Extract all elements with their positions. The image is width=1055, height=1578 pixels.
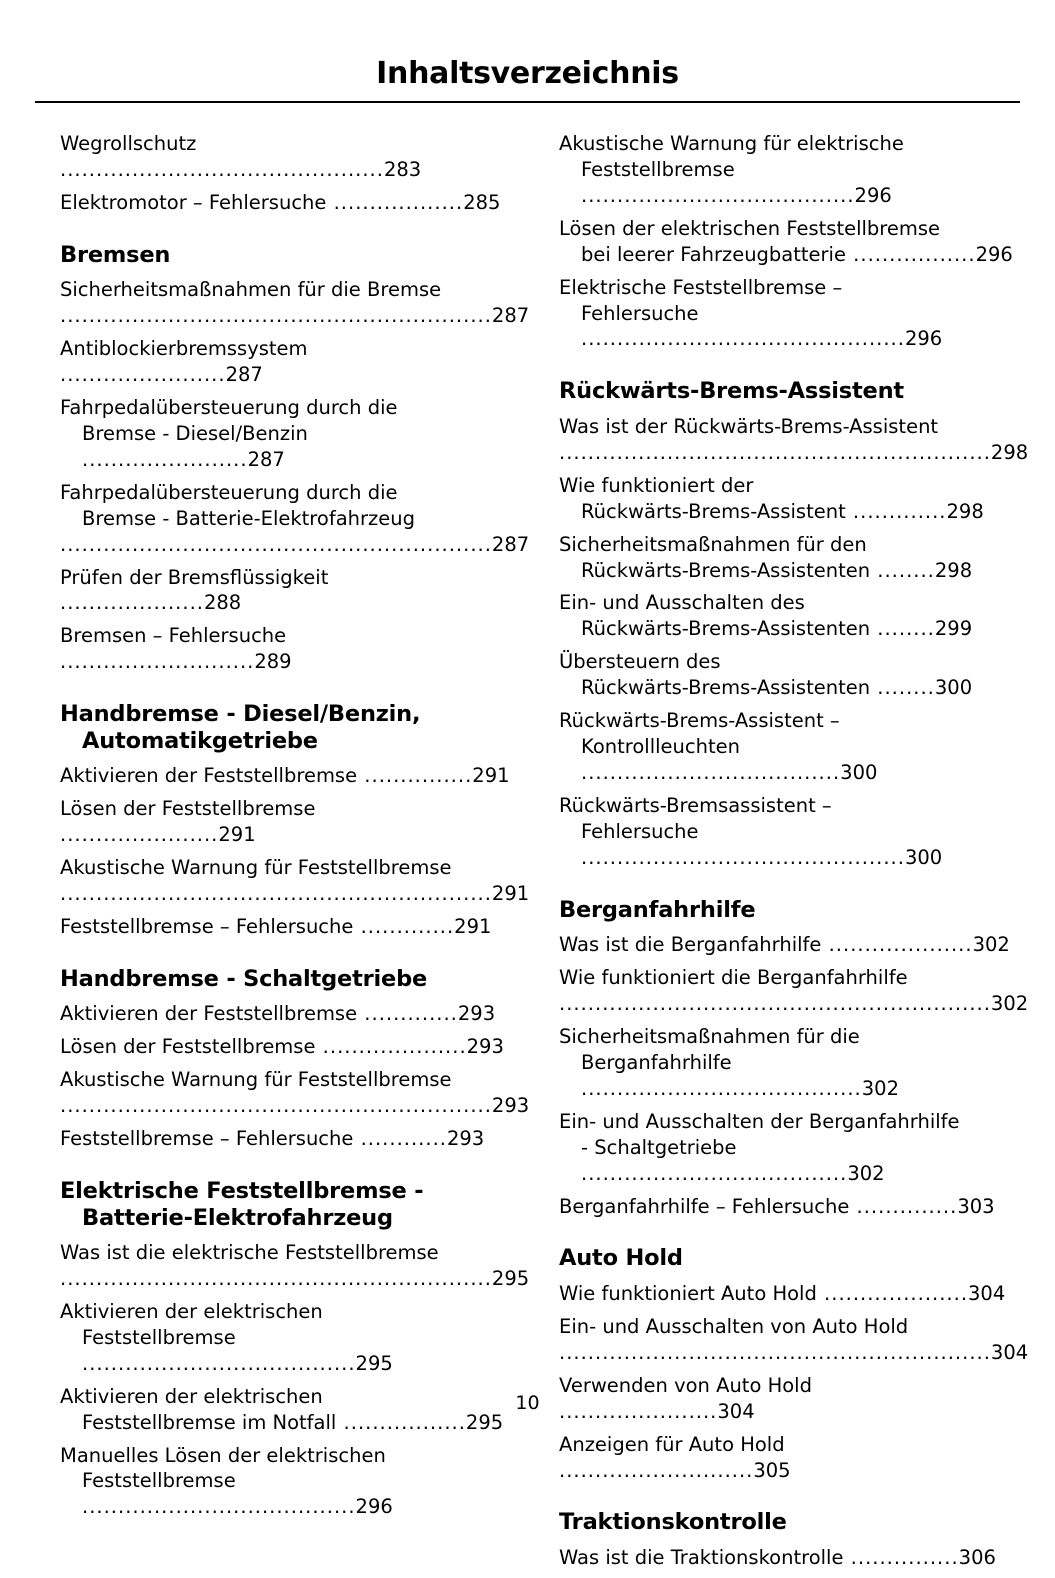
toc-entry[interactable]	[60, 190, 515, 216]
toc-leader-dots: ............................................................	[60, 304, 492, 328]
toc-entry[interactable]	[559, 965, 1029, 1017]
toc-entry-title: Manuelles Lösen der elektrischen	[60, 1443, 386, 1467]
toc-entry-page: 302	[990, 992, 1029, 1016]
toc-section-heading-line: Auto Hold	[559, 1245, 683, 1272]
toc-leader-dots: .................	[336, 1410, 466, 1434]
toc-entry-title: Wie funktioniert Auto Hold	[559, 1281, 817, 1305]
toc-entry-title: Rückwärts-Bremsassistent –	[559, 793, 832, 817]
toc-entry-page: 304	[968, 1281, 1006, 1305]
toc-leader-dots: ........	[870, 676, 935, 700]
toc-entry[interactable]	[60, 277, 530, 329]
toc-entry-title: Lösen der Feststellbremse	[60, 797, 316, 821]
toc-entry-page: 304	[990, 1340, 1029, 1364]
toc-entry[interactable]	[60, 1034, 515, 1060]
page-title: Inhaltsverzeichnis	[376, 56, 679, 91]
toc-section-heading	[559, 1245, 1014, 1272]
toc-entry-title: Sicherheitsmaßnahmen für die Bremse	[60, 278, 442, 302]
toc-entry-title: Akustische Warnung für Feststellbremse	[60, 1068, 452, 1092]
toc-entry-page: 291	[454, 914, 492, 938]
toc-entry-page: 289	[254, 650, 292, 674]
toc-entry-title: Lösen der Feststellbremse	[60, 1035, 316, 1059]
toc-entry-page: 293	[491, 1094, 530, 1118]
toc-entry-title: Wegrollschutz	[60, 132, 197, 155]
toc-entry-page: 293	[466, 1035, 504, 1059]
toc-entry[interactable]	[559, 216, 1014, 268]
toc-leader-dots: ......................................	[581, 183, 855, 207]
toc-entry-title: Wie funktioniert die Berganfahrhilfe	[559, 966, 908, 990]
toc-entry[interactable]	[559, 793, 1014, 871]
toc-entry-title-cont	[559, 1135, 1014, 1187]
toc-entry-title: Was ist die Traktionskontrolle	[559, 1545, 844, 1569]
toc-entry-title: Akustische Warnung für elektrische	[559, 132, 904, 155]
toc-entry-page: 300	[904, 845, 943, 869]
toc-entry-title: Bremsen – Fehlersuche	[60, 624, 287, 648]
toc-entry[interactable]	[559, 1314, 1029, 1366]
toc-entry-title: Elektromotor – Fehlersuche	[60, 190, 327, 214]
toc-leader-dots: ............	[353, 1127, 447, 1151]
toc-section-heading-line: Rückwärts-Brems-Assistent	[559, 378, 904, 405]
toc-entry-title-cont-text: Feststellbremse	[82, 1325, 236, 1349]
toc-entry-title-cont-text: Kontrollleuchten	[581, 735, 740, 759]
toc-entry-page: 287	[491, 532, 530, 556]
toc-entry-title: Rückwärts-Brems-Assistent –	[559, 709, 840, 733]
toc-entry-title-cont-text: Fehlersuche	[581, 819, 699, 843]
toc-leader-dots: ....................	[315, 1035, 467, 1059]
toc-entry-title-cont-text: Rückwärts-Brems-Assistent	[581, 499, 846, 523]
toc-leader-dots: ....................	[821, 933, 973, 957]
toc-section-heading-line: Batterie-Elektrofahrzeug	[82, 1204, 393, 1231]
toc-leader-dots: ...............	[357, 764, 473, 788]
toc-entry-title-cont	[559, 616, 1014, 642]
toc-leader-dots: .............................................	[581, 327, 905, 351]
toc-section-heading-line: Automatikgetriebe	[82, 727, 318, 754]
toc-entry-page: 298	[990, 440, 1029, 464]
toc-entry-title: Lösen der elektrischen Feststellbremse	[559, 216, 941, 240]
toc-entry-page: 303	[957, 1194, 995, 1218]
toc-leader-dots: ............................................................	[60, 882, 492, 905]
toc-section-heading	[60, 1178, 515, 1231]
toc-entry-page: 293	[457, 1002, 496, 1026]
toc-leader-dots: ......................................	[82, 1351, 356, 1375]
toc-section-heading	[559, 1509, 1014, 1536]
toc-entry[interactable]	[559, 1432, 1014, 1484]
toc-entry-title: Wie funktioniert der	[559, 473, 754, 497]
toc-entry-title-cont-text: bei leerer Fahrzeugbatterie	[581, 242, 846, 266]
toc-entry-title-cont-text: Feststellbremse	[82, 1469, 236, 1493]
toc-entry[interactable]	[559, 275, 1014, 353]
toc-leader-dots: ....................	[60, 591, 204, 615]
toc-leader-dots: ........	[870, 558, 935, 582]
toc-entry-title-cont-text: Feststellbremse	[581, 157, 735, 181]
toc-entry[interactable]	[60, 395, 515, 473]
toc-entry-page: 295	[355, 1351, 393, 1375]
toc-entry-page: 287	[491, 304, 530, 328]
toc-column-right	[559, 131, 1029, 1578]
toc-entry-page: 302	[972, 933, 1010, 957]
toc-entry[interactable]	[559, 1545, 1014, 1571]
toc-entry-page: 304	[717, 1399, 755, 1423]
toc-entry-title-cont: Bremse - Batterie-Elektrofahrzeug	[82, 506, 415, 530]
toc-entry-title: Feststellbremse – Fehlersuche	[60, 1127, 354, 1151]
toc-leader-dots: ....................................	[581, 760, 841, 784]
toc-entry[interactable]	[60, 1126, 515, 1152]
toc-entry-title: Fahrpedalübersteuerung durch die	[60, 480, 398, 504]
toc-entry-page: 288	[203, 591, 242, 615]
toc-leader-dots: .............	[357, 1002, 458, 1026]
toc-entry-title: Übersteuern des	[559, 650, 721, 674]
toc-entry-title: Feststellbremse – Fehlersuche	[60, 914, 354, 938]
toc-entry-title: Sicherheitsmaßnahmen für die	[559, 1024, 860, 1048]
toc-entry-title: Was ist die Berganfahrhilfe	[559, 933, 822, 957]
toc-leader-dots: ......................	[559, 1399, 718, 1423]
toc-entry-title-cont	[559, 1050, 1014, 1102]
toc-leader-dots: .............	[845, 499, 947, 523]
toc-entry-title: Aktivieren der Feststellbremse	[60, 1002, 358, 1026]
toc-section-heading-line: Handbremse - Schaltgetriebe	[60, 965, 428, 992]
toc-section-heading	[60, 966, 515, 993]
toc-entry[interactable]	[559, 1194, 1014, 1220]
toc-leader-dots: ..................	[326, 190, 464, 214]
toc-leader-dots: .......................................	[581, 1076, 862, 1100]
toc-entry[interactable]	[559, 1024, 1014, 1102]
toc-entry-title: Antiblockierbremssystem	[60, 337, 308, 361]
toc-entry-title: Sicherheitsmaßnahmen für den	[559, 532, 867, 556]
toc-entry-page: 287	[247, 447, 285, 471]
toc-entry-title: Elektrische Feststellbremse –	[559, 275, 843, 299]
toc-leader-dots: .............	[353, 914, 455, 938]
toc-entry-page: 293	[446, 1127, 485, 1151]
toc-entry-page: 295	[491, 1267, 530, 1291]
toc-entry-page: 296	[904, 327, 943, 351]
toc-entry-title: Ein- und Ausschalten des	[559, 591, 805, 615]
toc-section-heading-line: Handbremse - Diesel/Benzin,	[60, 701, 421, 728]
toc-entry-page: 298	[946, 499, 984, 523]
toc-section-heading-line: Elektrische Feststellbremse -	[60, 1178, 424, 1204]
toc-entry-page: 302	[861, 1076, 899, 1100]
page-number: 10	[515, 1392, 540, 1414]
toc-entry-page: 305	[753, 1458, 791, 1482]
toc-entry[interactable]	[60, 565, 515, 617]
toc-entry-title-cont	[559, 558, 1014, 584]
toc-leader-dots: ..............	[849, 1194, 958, 1218]
toc-entry-page: 300	[934, 676, 973, 700]
toc-entry-page: 300	[840, 760, 878, 784]
toc-entry-title: Ein- und Ausschalten der Berganfahrhilfe	[559, 1109, 960, 1133]
toc-entry-title: Aktivieren der elektrischen	[60, 1384, 323, 1408]
toc-entry-page: 306	[958, 1545, 996, 1569]
toc-entry[interactable]	[559, 131, 1014, 209]
toc-entry[interactable]	[60, 855, 530, 907]
toc-entry[interactable]	[60, 1299, 515, 1377]
toc-leader-dots: .......................	[82, 447, 248, 471]
toc-leader-dots: .............................................	[60, 157, 384, 181]
toc-entry[interactable]	[559, 414, 1029, 466]
toc-entry-page: 296	[975, 242, 1013, 266]
toc-section-heading	[60, 242, 515, 269]
toc-entry-title: Aktivieren der elektrischen	[60, 1299, 323, 1323]
toc-entry-title: Prüfen der Bremsflüssigkeit	[60, 565, 329, 589]
toc-entry[interactable]	[559, 473, 1014, 525]
toc-entry-page: 291	[218, 823, 256, 847]
toc-leader-dots: ......................................	[82, 1495, 356, 1519]
toc-entry[interactable]	[60, 131, 515, 183]
toc-entry-title-cont-text: Rückwärts-Brems-Assistenten	[581, 558, 871, 582]
toc-entry-title: Berganfahrhilfe – Fehlersuche	[559, 1194, 850, 1218]
toc-entry[interactable]	[559, 708, 1014, 786]
toc-leader-dots: ...........................	[60, 650, 255, 674]
toc-entry[interactable]	[559, 1281, 1014, 1307]
toc-entry-title: Fahrpedalübersteuerung durch die	[60, 396, 398, 419]
toc-entry-page: 298	[934, 558, 973, 582]
toc-entry-page: 283	[383, 157, 422, 181]
toc-entry[interactable]	[60, 1443, 515, 1521]
toc-entry[interactable]	[559, 1109, 1014, 1187]
toc-section-heading	[559, 378, 1014, 405]
toc-entry[interactable]	[559, 590, 1014, 642]
toc-leader-dots: .............................................	[581, 845, 905, 869]
toc-entry-title-cont-text: Berganfahrhilfe	[581, 1050, 732, 1074]
toc-entry[interactable]	[559, 932, 1014, 958]
toc-entry-title-cont-text: - Schaltgetriebe	[581, 1135, 737, 1159]
toc-entry-title-cont	[559, 301, 1014, 353]
toc-entry-page: 296	[854, 183, 892, 207]
toc-entry-page: 302	[847, 1161, 885, 1185]
toc-entry-title-cont	[559, 734, 1014, 786]
toc-entry-title: Aktivieren der Feststellbremse	[60, 764, 358, 788]
toc-entry-page: 285	[463, 190, 501, 214]
toc-section-heading-line: Berganfahrhilfe	[559, 896, 756, 923]
toc-section-heading	[559, 897, 1014, 924]
toc-leader-dots: .................	[845, 242, 976, 266]
title-divider	[35, 101, 1020, 103]
toc-leader-dots: ............................................................	[60, 1267, 492, 1291]
toc-entry-title: Was ist die elektrische Feststellbremse	[60, 1241, 439, 1265]
toc-entry-title: Ein- und Ausschalten von Auto Hold	[559, 1314, 909, 1338]
toc-entry-title-cont	[559, 675, 1014, 701]
toc-entry-title: Anzeigen für Auto Hold	[559, 1432, 785, 1456]
toc-entry[interactable]	[60, 623, 515, 675]
toc-entry-page: 296	[355, 1495, 393, 1519]
toc-entry-title-cont	[60, 1325, 515, 1377]
toc-leader-dots: ...........................	[559, 1458, 754, 1482]
toc-entry-page: 299	[934, 617, 973, 641]
toc-entry[interactable]	[559, 532, 1014, 584]
toc-section-heading-line: Bremsen	[60, 241, 171, 268]
toc-entry-page: 287	[225, 363, 263, 387]
toc-leader-dots: ............................................................	[559, 440, 991, 464]
toc-leader-dots: ............................................................	[60, 532, 492, 556]
toc-entry[interactable]	[60, 480, 530, 558]
toc-leader-dots: ....................	[816, 1281, 969, 1305]
toc-leader-dots: ......................	[60, 823, 219, 847]
toc-entry[interactable]	[60, 914, 515, 940]
toc-entry-title: Akustische Warnung für Feststellbremse	[60, 856, 452, 880]
toc-entry[interactable]	[60, 796, 515, 848]
toc-entry-page: 295	[465, 1410, 504, 1434]
toc-entry-title-cont	[559, 499, 1014, 525]
toc-leader-dots: ............................................................	[559, 1340, 991, 1364]
toc-entry-title-cont	[559, 157, 1014, 209]
toc-section-heading	[60, 701, 515, 754]
toc-leader-dots: ...............	[843, 1545, 959, 1569]
toc-section-heading-line: Traktionskontrolle	[559, 1509, 787, 1536]
toc-entry-title-cont	[559, 242, 1014, 268]
toc-columns	[60, 131, 1029, 1578]
toc-entry-title-cont-text: Rückwärts-Brems-Assistenten	[581, 617, 871, 641]
toc-leader-dots: .....................................	[581, 1161, 848, 1185]
toc-entry-title-cont	[60, 421, 515, 473]
toc-entry-title-cont	[559, 819, 1014, 871]
toc-entry[interactable]	[559, 649, 1014, 701]
toc-entry[interactable]	[60, 336, 515, 388]
toc-entry[interactable]	[60, 1240, 530, 1292]
toc-entry-page: 291	[491, 882, 530, 905]
toc-leader-dots: .......................	[60, 363, 226, 387]
toc-entry-title-cont-text: Feststellbremse im Notfall	[82, 1410, 337, 1434]
toc-leader-dots: ........	[870, 617, 935, 641]
toc-leader-dots: ............................................................	[559, 992, 991, 1016]
toc-entry-title-cont-text: Bremse - Diesel/Benzin	[82, 421, 308, 445]
toc-entry[interactable]	[60, 1067, 530, 1119]
toc-leader-dots: ............................................................	[60, 1094, 492, 1118]
toc-entry-title-cont-text: Rückwärts-Brems-Assistenten	[581, 676, 871, 700]
toc-entry-title: Verwenden von Auto Hold	[559, 1373, 812, 1397]
toc-entry[interactable]	[60, 763, 515, 789]
toc-entry-title-cont	[60, 1468, 515, 1520]
toc-entry-title-cont-text: Fehlersuche	[581, 301, 699, 325]
toc-entry[interactable]	[60, 1001, 515, 1027]
toc-entry-page: 291	[472, 764, 510, 788]
toc-entry-title: Was ist der Rückwärts-Brems-Assistent	[559, 414, 939, 438]
